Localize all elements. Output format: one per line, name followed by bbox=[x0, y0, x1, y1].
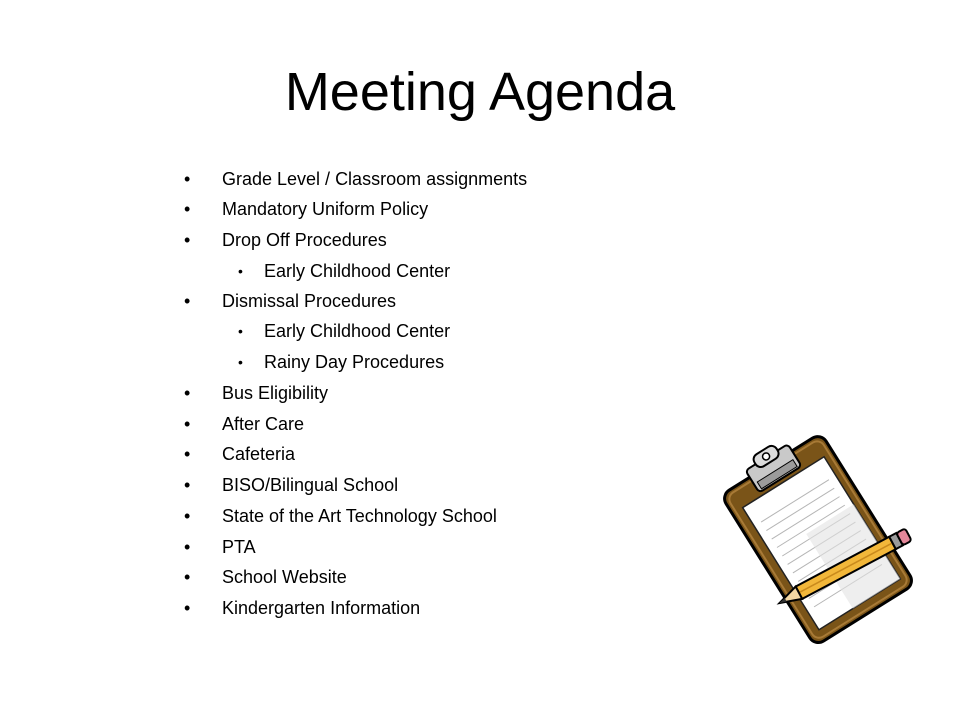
bullet-icon: • bbox=[184, 567, 191, 587]
clipboard-pencil-icon bbox=[716, 434, 916, 650]
bullet-icon: • bbox=[238, 354, 243, 370]
slide-title: Meeting Agenda bbox=[284, 62, 676, 122]
bullet-icon: • bbox=[238, 323, 243, 339]
bullet-icon: • bbox=[184, 199, 191, 219]
bullet-icon: • bbox=[184, 537, 191, 557]
agenda-item-text: PTA bbox=[222, 537, 256, 557]
bullet-icon: • bbox=[184, 169, 191, 189]
agenda-item-text: Early Childhood Center bbox=[264, 321, 451, 341]
agenda-item-text: Bus Eligibility bbox=[222, 383, 329, 403]
bullet-icon: • bbox=[184, 444, 191, 464]
bullet-icon: • bbox=[184, 414, 191, 434]
agenda-item-text: Kindergarten Information bbox=[222, 598, 421, 618]
bullet-icon: • bbox=[184, 383, 191, 403]
agenda-item-text: State of the Art Technology School bbox=[222, 506, 497, 526]
bullet-icon: • bbox=[184, 598, 191, 618]
bullet-icon: • bbox=[184, 291, 191, 311]
agenda-item-text: School Website bbox=[222, 567, 347, 587]
bullet-icon: • bbox=[184, 230, 191, 250]
agenda-item-text: Grade Level / Classroom assignments bbox=[222, 169, 528, 189]
agenda-item-text: Dismissal Procedures bbox=[222, 291, 397, 311]
agenda-item-text: Drop Off Procedures bbox=[222, 230, 387, 250]
bullet-icon: • bbox=[238, 263, 243, 279]
agenda-item-text: Rainy Day Procedures bbox=[264, 352, 445, 372]
agenda-item-text: After Care bbox=[222, 414, 305, 434]
agenda-item-text: Early Childhood Center bbox=[264, 261, 451, 281]
agenda-item-text: Mandatory Uniform Policy bbox=[222, 199, 429, 219]
agenda-item-text: BISO/Bilingual School bbox=[222, 475, 399, 495]
bullet-icon: • bbox=[184, 475, 191, 495]
bullet-icon: • bbox=[184, 506, 191, 526]
agenda-item-text: Cafeteria bbox=[222, 444, 296, 464]
